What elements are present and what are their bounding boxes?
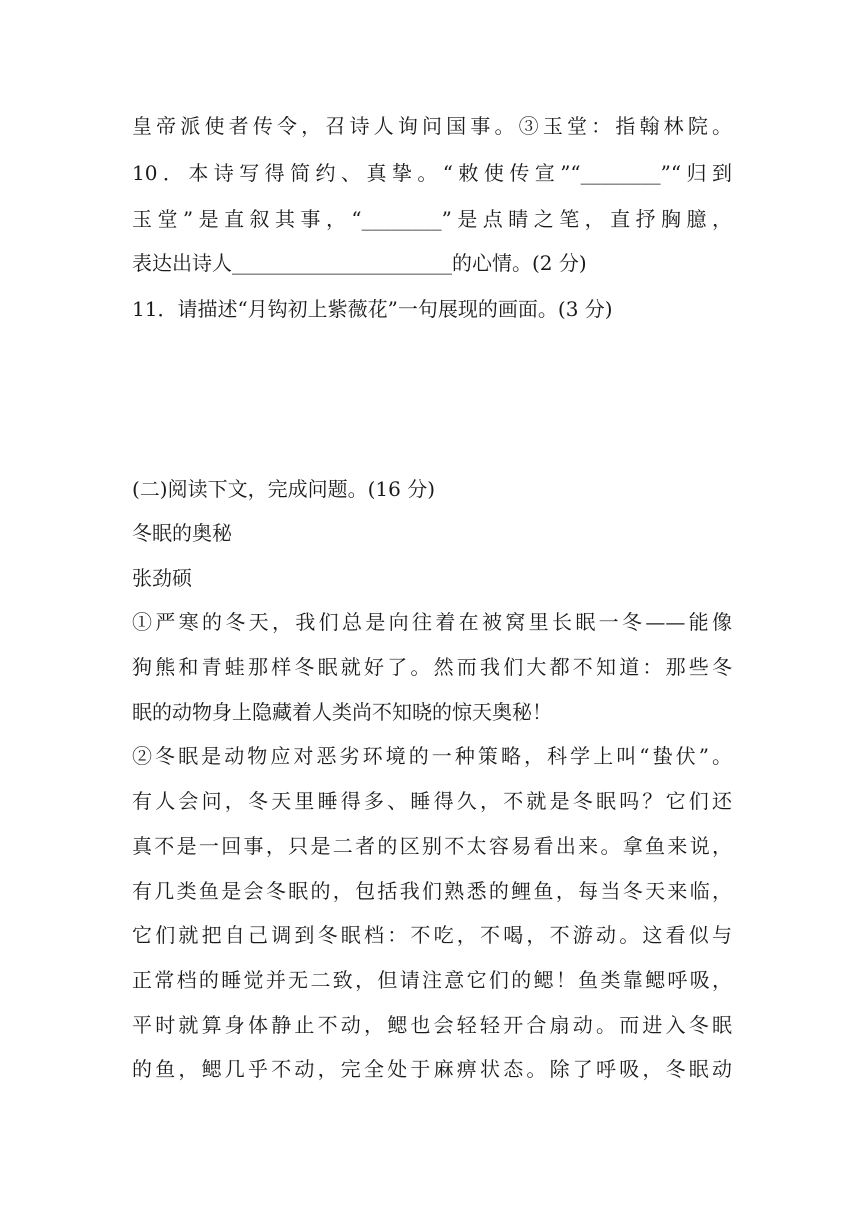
paragraph-line: 有几类鱼是会冬眠的，包括我们熟悉的鲤鱼，每当冬天来临， bbox=[132, 879, 732, 903]
paragraph-line: 眠的动物身上隐藏着人类尚不知晓的惊天奥秘！ bbox=[132, 700, 552, 724]
annotation-line: 皇帝派使者传令，召诗人询问国事。③玉堂：指翰林院。 bbox=[132, 114, 732, 138]
question-11: 11．请描述“月钩初上紫薇花”一句展现的画面。(3 分) bbox=[132, 297, 613, 321]
paragraph-line: 正常档的睡觉并无二致，但请注意它们的鳃！鱼类靠鳃呼吸， bbox=[132, 968, 732, 992]
article-title: 冬眠的奥秘 bbox=[132, 521, 232, 545]
paragraph-line: ②冬眠是动物应对恶劣环境的一种策略，科学上叫“蛰伏”。 bbox=[132, 744, 732, 768]
paragraph-line: ①严寒的冬天，我们总是向往着在被窝里长眠一冬——能像 bbox=[132, 610, 732, 634]
paragraph-line: 的鱼，鳃几乎不动，完全处于麻痹状态。除了呼吸，冬眠动 bbox=[132, 1057, 732, 1081]
question-10-line-2: 玉堂”是直叙其事，“________”是点睛之笔，直抒胸臆， bbox=[132, 207, 732, 231]
paragraph-line: 有人会问，冬天里睡得多、睡得久，不就是冬眠吗？它们还 bbox=[132, 789, 732, 813]
section-heading: (二)阅读下文，完成问题。(16 分) bbox=[132, 477, 436, 501]
question-10-line-3: 表达出诗人______________________的心情。(2 分) bbox=[132, 251, 587, 275]
paragraph-line: 真不是一回事，只是二者的区别不太容易看出来。拿鱼来说， bbox=[132, 834, 732, 858]
paragraph-line: 狗熊和青蛙那样冬眠就好了。然而我们大都不知道：那些冬 bbox=[132, 655, 732, 679]
question-10-line-1: 10．本诗写得简约、真挚。“敕使传宣”“________”“归到 bbox=[132, 161, 732, 185]
paragraph-line: 它们就把自己调到冬眠档：不吃，不喝，不游动。这看似与 bbox=[132, 923, 732, 947]
article-author: 张劲硕 bbox=[132, 566, 192, 590]
paragraph-line: 平时就算身体静止不动，鳃也会轻轻开合扇动。而进入冬眠 bbox=[132, 1013, 732, 1037]
